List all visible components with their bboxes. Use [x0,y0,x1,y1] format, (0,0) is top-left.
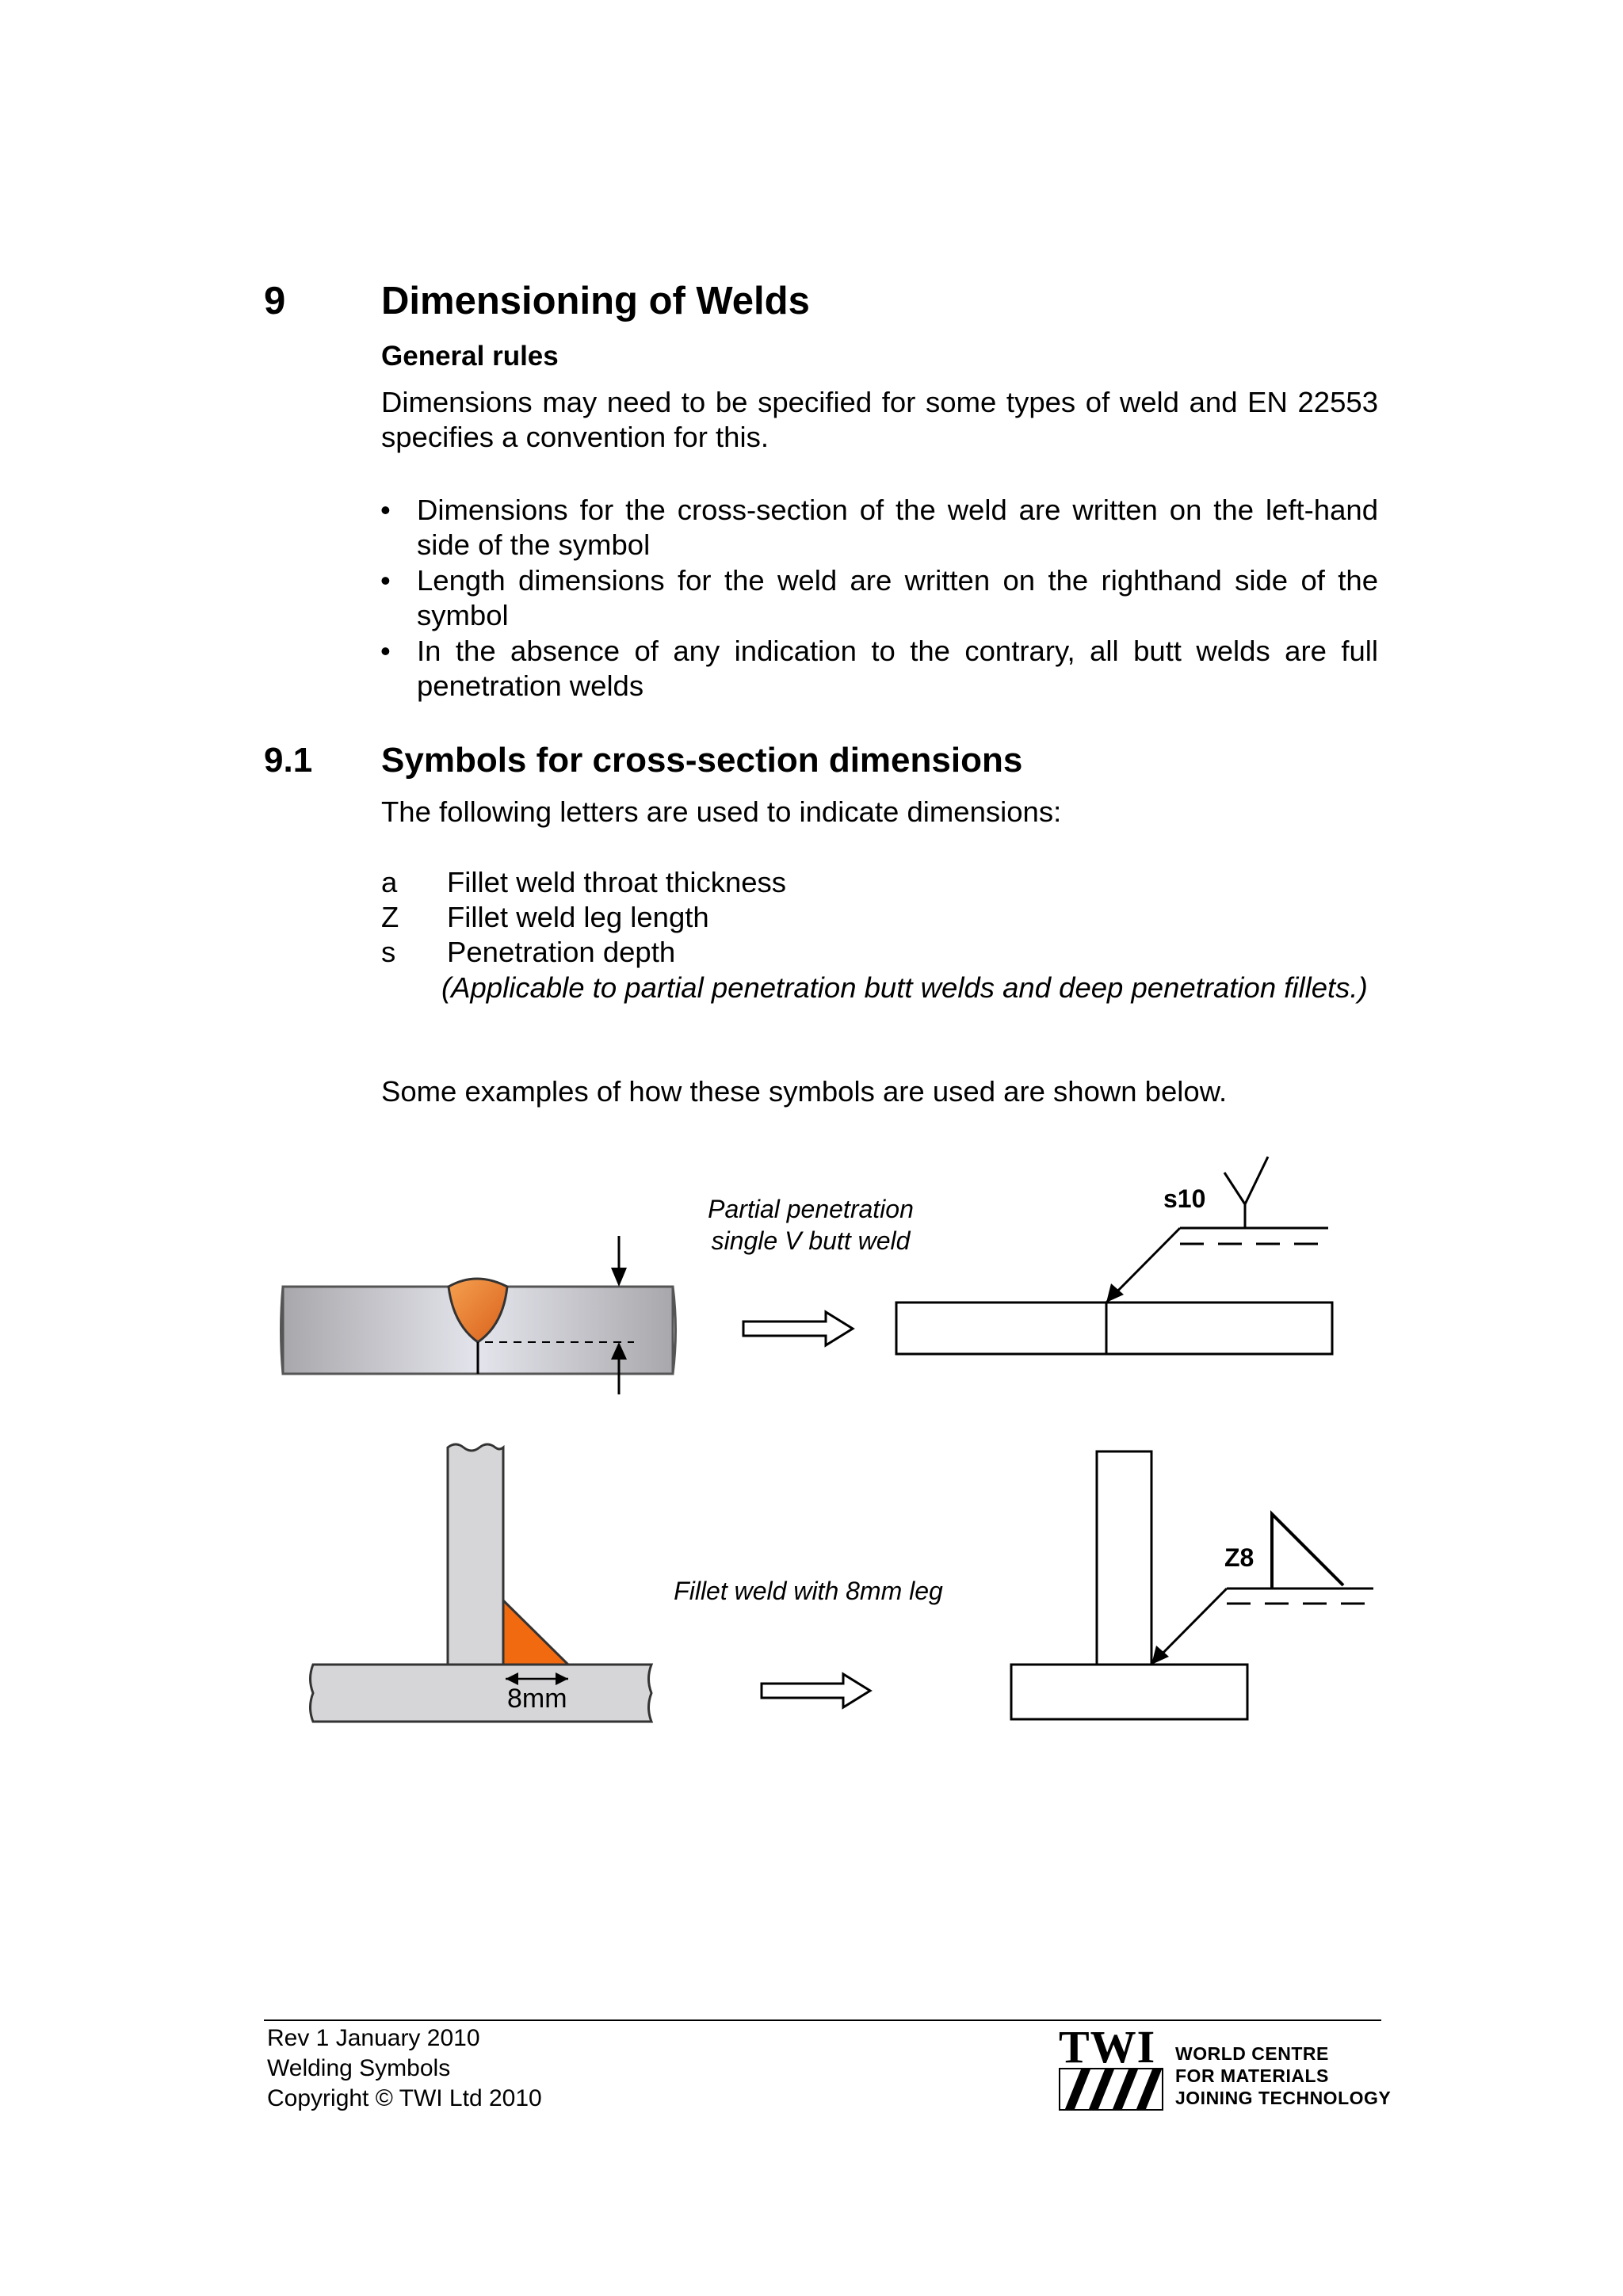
twi-tagline-line: JOINING TECHNOLOGY [1175,2088,1392,2108]
twi-tagline-line: WORLD CENTRE [1175,2043,1329,2064]
symbol-letter: Z [381,901,399,933]
butt-weld-section [281,1236,676,1394]
fillet-symbol-dimension: Z8 [1224,1543,1254,1572]
symbols-note: (Applicable to partial penetration butt welds and deep penetration fillets.) [441,971,1368,1004]
symbol-meaning: Fillet weld leg length [447,901,709,933]
twi-tagline [1175,2042,1391,2109]
list-item-text: In the absence of any indication to the contrary, all butt welds are full penetration welds [417,635,1378,702]
subheading: General rules [381,341,559,372]
footer-revision: Rev 1 January 2010 [267,2025,480,2051]
symbol-letter: a [381,866,398,898]
bullet-icon: • [380,564,391,597]
footer-copyright: Copyright © TWI Ltd 2010 [267,2085,542,2111]
butt-weld-label-line: single V butt weld [711,1226,911,1255]
butt-symbol-dimension: s10 [1163,1184,1206,1213]
bullet-icon: • [380,635,391,667]
section-title: Dimensioning of Welds [381,280,810,322]
fillet-weld-symbol [1011,1451,1373,1719]
symbols-intro: The following letters are used to indicate dimensions: [381,795,1062,828]
symbol-letter: s [381,936,396,968]
butt-weld-label-line: Partial penetration [708,1195,914,1223]
examples-intro: Some examples of how these symbols are used are shown below. [381,1075,1228,1108]
subsection-title: Symbols for cross-section dimensions [381,741,1023,780]
subsection-number: 9.1 [264,741,313,780]
twi-logo: TWI [1059,2021,1156,2073]
butt-weld-symbol [896,1157,1332,1354]
intro-paragraph: Dimensions may need to be specified for some types of weld and EN 22553 specifies a convention for this. [381,386,1378,453]
list-item-text: Dimensions for the cross-section of the weld are written on the left-hand side of the symbol [417,494,1378,561]
fillet-weld-label: Fillet weld with 8mm leg [674,1577,943,1605]
footer-divider [264,2019,1381,2021]
fillet-dimension-label: 8mm [507,1684,567,1714]
butt-weld-label [680,1193,941,1257]
fillet-weld-bead [503,1600,568,1665]
fillet-weld-section [311,1444,652,1722]
footer-info [267,2023,542,2114]
arrow-right-icon [743,1312,853,1345]
twi-logo-mark-icon [1059,2068,1163,2111]
footer-title: Welding Symbols [267,2055,451,2081]
list-item-text: Length dimensions for the weld are written on the righthand side of the symbol [417,564,1378,631]
twi-tagline-line: FOR MATERIALS [1175,2065,1329,2086]
symbol-meaning: Penetration depth [447,936,676,968]
section-number: 9 [264,280,286,322]
arrow-right-icon [762,1674,870,1707]
bullet-icon: • [380,494,391,526]
symbol-meaning: Fillet weld throat thickness [447,866,787,898]
